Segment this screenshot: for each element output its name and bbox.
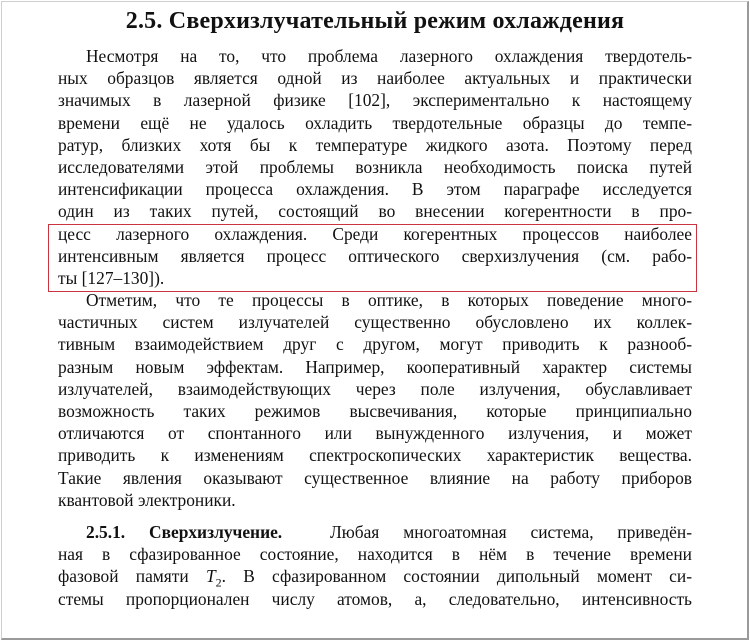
text-line: исследователями этой проблемы возникла необходимость поиска путей bbox=[58, 156, 692, 177]
paragraph-2 bbox=[58, 289, 692, 511]
text-line: разным новым эффектам. Например, кооперативный характер системы bbox=[58, 356, 692, 377]
text-line: интенсификации процесса охлаждения. В этом параграфе исследуется bbox=[58, 179, 692, 200]
section-title: 2.5. Сверхизлучательный режим охлаждения bbox=[125, 8, 625, 34]
text-line: Несмотря на то, что проблема лазерного охлаждения твердотель- bbox=[86, 46, 692, 66]
subsection-text: Любая многоатомная система, приведён- bbox=[329, 521, 693, 542]
text-line: квантовой электроники. bbox=[58, 489, 236, 510]
text-line: излучателей, взаимодействующих через поле излучения, обуславливает bbox=[58, 378, 692, 399]
text-line: приводить к изменениям спектроскопических характеристик вещества. bbox=[58, 445, 692, 466]
text-line: Такие явления оказывают существенное влияние на работу приборов bbox=[58, 467, 692, 488]
math-variable: $T_2$ bbox=[205, 566, 222, 590]
subsection-title: 2.5.1. Сверхизлучение. bbox=[86, 521, 283, 542]
text-line: ты [127–130]). bbox=[58, 267, 165, 288]
text-line: фазовой памяти $T_2$. В сфазированном состоянии дипольный момент си- bbox=[58, 566, 692, 590]
text-line: ных образцов является одной из наиболее актуальных и практически bbox=[58, 68, 692, 89]
text-line: ратур, близких хотя бы к температуре жидкого азота. Поэтому перед bbox=[58, 134, 692, 155]
document-page bbox=[58, 8, 692, 610]
text-line: частичных систем излучателей существенно обусловлено их коллек- bbox=[58, 312, 692, 333]
text-line: времени ещё не удалось охладить твердотельные образцы до темпе- bbox=[58, 112, 692, 133]
subsection-2-5-1 bbox=[58, 521, 692, 610]
text-line: цесс лазерного охлаждения. Среди когерентных процессов наиболее bbox=[58, 223, 692, 244]
text-line: отличаются от спонтанного или вынужденного излучения, и может bbox=[58, 423, 692, 444]
text-line: тивным взаимодействием друг с другом, могут приводить к разнооб- bbox=[58, 334, 692, 355]
text-line: значимых в лазерной физике [102], экспериментально к настоящему bbox=[58, 90, 692, 111]
text-line: интенсивным является процесс оптического сверхизлучения (см. рабо- bbox=[58, 245, 692, 266]
subsection-first-line bbox=[58, 521, 692, 543]
text-line: возможность таких режимов высвечивания, которые принципиально bbox=[58, 401, 692, 421]
text-line: один из таких путей, состоящий во внесении когерентности в про- bbox=[58, 201, 692, 222]
text-line: Отметим, что те процессы в оптике, в которых поведение много- bbox=[86, 290, 692, 311]
text-line: стемы пропорционален числу атомов, а, следовательно, интенсивность bbox=[58, 588, 692, 609]
paragraph-1 bbox=[58, 45, 692, 289]
text-line: ная в сфазированное состояние, находится в нём в течение времени bbox=[58, 544, 692, 565]
